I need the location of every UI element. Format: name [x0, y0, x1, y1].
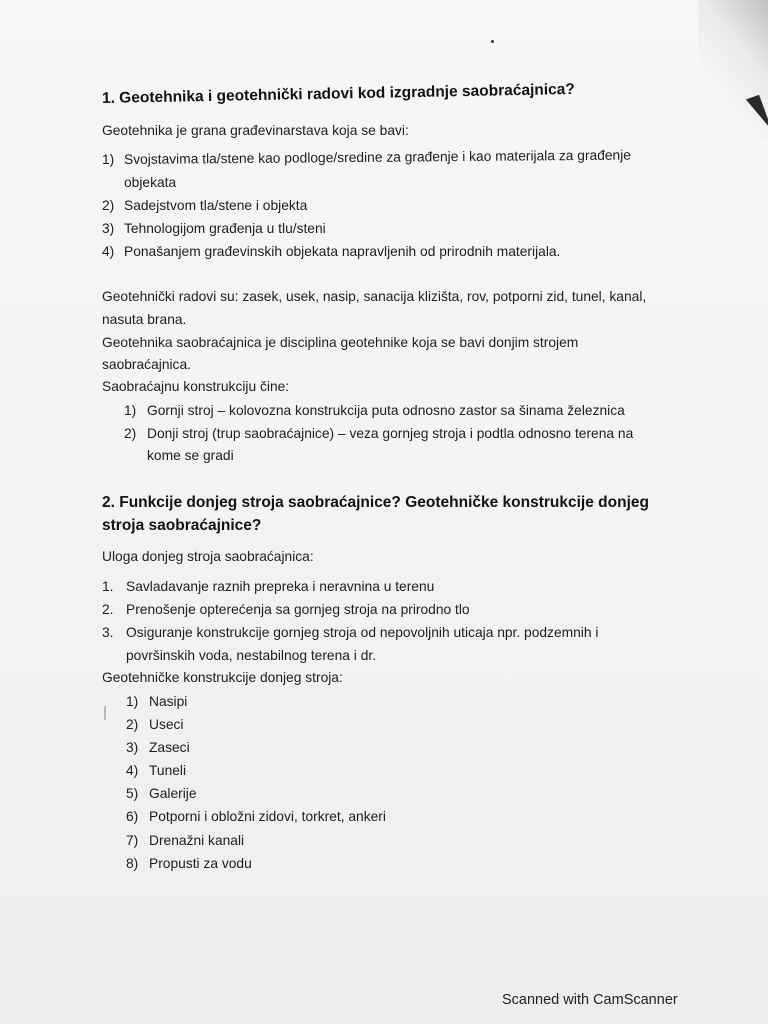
construction-intro: Saobraćajnu konstrukciju čine:: [102, 379, 290, 394]
list-item-number: 4): [126, 763, 139, 778]
list-item-number: 8): [126, 856, 139, 871]
list-item: Prenošenje opterećenja sa gornjeg stroja na prirodno tlo: [126, 602, 470, 617]
list-item-number: 2.: [102, 602, 114, 617]
list-item-number: 3): [126, 740, 139, 755]
definition-text: Geotehnika saobraćajnica je disciplina geotehnike koja se bavi donjim strojem: [102, 335, 579, 350]
list-item: Drenažni kanali: [149, 833, 245, 848]
list-item-number: 1.: [102, 579, 114, 594]
list-item: Osiguranje konstrukcije gornjeg stroja od nepovoljnih uticaja npr. podzemnih i: [126, 625, 599, 640]
list-item: Gornji stroj – kolovozna konstrukcija puta odnosno zastor sa šinama železnica: [147, 403, 625, 418]
list-item: Donji stroj (trup saobraćajnice) – veza gornjeg stroja i podtla odnosno terena na: [147, 426, 634, 441]
list-item: Savladavanje raznih prepreka i neravnina u terenu: [126, 579, 435, 594]
list-item: Galerije: [149, 786, 197, 801]
definition-text-cont: saobraćajnica.: [102, 357, 191, 372]
list-item-number: 6): [126, 809, 139, 824]
section1-title: 1. Geotehnika i geotehnički radovi kod izgradnje saobraćajnica?: [101, 80, 575, 107]
section1-intro: Geotehnika je grana građevinarstava koja se bavi:: [102, 123, 409, 138]
list-item-number: 1): [126, 694, 139, 709]
list-item: Useci: [149, 717, 184, 732]
list-item: Tehnologijom građenja u tlu/steni: [124, 221, 326, 236]
list-item: Potporni i obložni zidovi, torkret, ankeri: [149, 809, 386, 824]
geotechnical-works-text-cont: nasuta brana.: [102, 312, 187, 327]
role-intro: Uloga donjeg stroja saobraćajnica:: [102, 549, 314, 564]
list-item-number: 5): [126, 786, 139, 801]
list-item: Propusti za vodu: [149, 856, 252, 871]
list-item-number: 2): [124, 426, 137, 441]
list-item: Svojstavima tla/stene kao podloge/sredine za građenje i kao materijala za građenje: [123, 147, 632, 167]
list-item-number: 3): [102, 221, 115, 236]
list-item-number: 4): [102, 244, 115, 259]
list-item-continuation: površinskih voda, nestabilnog terena i dr.: [126, 648, 377, 663]
scanner-watermark: Scanned with CamScanner: [502, 992, 678, 1008]
list-item-continuation: objekata: [124, 175, 177, 190]
list-item-number: 2): [102, 198, 115, 213]
list-item: Ponašanjem građevinskih objekata napravljenih od prirodnih materijala.: [124, 244, 561, 259]
section2-title: 2. Funkcije donjeg stroja saobraćajnice? Geotehničke konstrukcije donjeg: [102, 494, 649, 511]
list-item-continuation: kome se gradi: [147, 448, 234, 463]
geotechnical-works-text: Geotehnički radovi su: zasek, usek, nasip, sanacija klizišta, rov, potporni zid, tunel, kanal,: [102, 289, 647, 304]
list-item-number: 3.: [102, 625, 114, 640]
list-item-number: 1): [102, 152, 115, 167]
list-item: Sadejstvom tla/stene i objekta: [124, 198, 308, 213]
constructions-intro: Geotehničke konstrukcije donjeg stroja:: [102, 670, 343, 685]
list-item: Nasipi: [149, 694, 188, 709]
list-item: Zaseci: [149, 740, 190, 755]
list-item-number: 7): [126, 833, 139, 848]
list-item-number: 2): [126, 717, 139, 732]
section2-title-cont: stroja saobraćajnice?: [102, 517, 262, 534]
list-item-number: 1): [124, 403, 137, 418]
scan-edge-mark: [104, 706, 106, 720]
list-item: Tuneli: [149, 763, 187, 778]
scan-dot: [491, 40, 494, 43]
